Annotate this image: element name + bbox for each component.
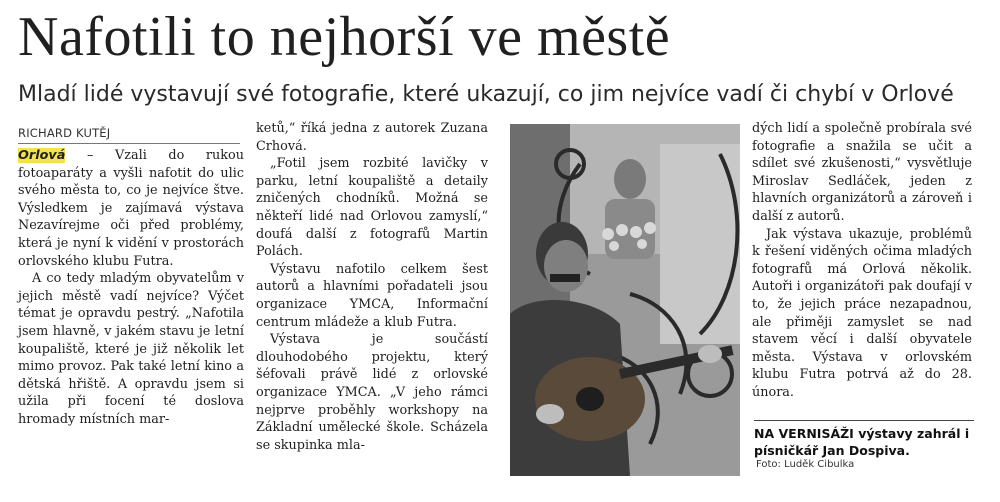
paragraph: „Fotil jsem rozbité lavičky v parku, letní koupaliště a detaily zničených chodníků. Možná se někteří lidé nad Orlovou zamyslí,“ doufá další z fotografů Martin Polách. (256, 156, 488, 260)
paragraph: ketů,“ říká jedna z autorek Zuzana Crhová. (256, 121, 488, 154)
paragraph: Výstavu nafotilo celkem šest autorů a hlavními pořadateli jsou organizace YMCA, Informační centrum mládeže a klub Futra. (256, 261, 488, 330)
caption-lead: NA VERNISÁŽI (754, 426, 854, 441)
article-column-3 (752, 120, 972, 402)
paragraph: dých lidí a společně probírala své fotografie a snažila se učit a sdílet své zkušenosti,“ vysvětluje Miroslav Sedláček, jeden z hlavních organizátorů a zároveň i další z autorů. (752, 121, 972, 224)
article-column-1 (18, 147, 244, 429)
author-byline: RICHARD KUTĚJ (18, 125, 240, 144)
paragraph: Jak výstava ukazuje, problémů k řešení viděných očima mladých fotografů má Orlová několik. Autoři i organizátoři pak doufají v to, že jejich práce nezapadnou, ale přiměji zamyslet se nad stavem věcí i další obyvatele města. Výstava v orlovském klubu Futra potrvá až do 28. února. (752, 226, 972, 400)
photo-caption (754, 420, 974, 459)
photo-illustration (510, 124, 740, 476)
photo-credit: Foto: Luděk Cibulka (756, 459, 855, 470)
article-column-2 (256, 120, 488, 454)
caption-text: výstavy zahrál i písničkář Jan Dospiva. (754, 426, 970, 458)
article-photo (510, 124, 740, 476)
headline: Nafotili to nejhorší ve městě (18, 6, 671, 68)
paragraph-text: – Vzali do rukou fotoaparáty a vyšli nafotit do ulic svého města to, co je nejvíce štve. Výsledkem je zajímavá výstava Nezavírejme oči před problémy, která je nyní k vidění v prostorách orlovského klubu Futra. (18, 148, 244, 269)
paragraph: Výstava je součástí dlouhodobého projektu, který šéfovali právě lidé z orlovské organizace YMCA. „V jeho rámci nejprve proběhly workshopy na Základní umělecké škole. Scházela se skupinka mla- (256, 332, 488, 453)
place-name: Orlová (18, 148, 66, 163)
paragraph (18, 147, 244, 270)
subheadline: Mladí lidé vystavují své fotografie, které ukazují, co jim nejvíce vadí či chybí v Orlové (18, 82, 954, 107)
paragraph: A co tedy mladým obyvatelům v jejich městě vadí nejvíce? Výčet témat je opravdu pestrý. „Nafotila jsem hlavně, v jakém stavu je letní koupaliště, které je již několik let mimo provoz. Pak také letní kino a dětská hřiště. A opravdu jsem si užila při focení té doslova hromady místních mar- (18, 271, 244, 427)
